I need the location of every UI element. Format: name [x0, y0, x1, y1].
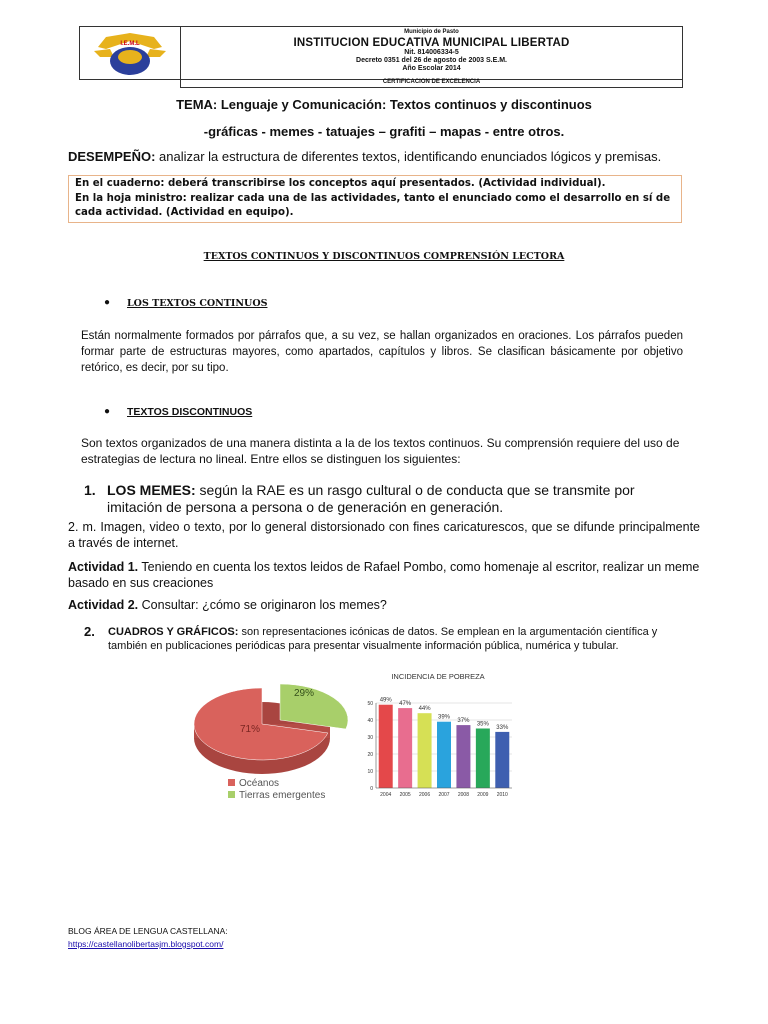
- x-tick-label: 2006: [419, 792, 431, 798]
- x-tick-label: 2009: [477, 792, 489, 798]
- cuadros-number: 2.: [84, 624, 95, 639]
- y-tick-label: 0: [370, 786, 373, 792]
- discontinuos-heading: TEXTOS DISCONTINUOS: [127, 406, 253, 418]
- actividad-2: [68, 598, 387, 612]
- bar: [379, 705, 393, 788]
- blog-label: BLOG ÁREA DE LENGUA CASTELLANA:: [68, 926, 228, 936]
- logo-cell: [80, 27, 181, 79]
- instructions-box: [68, 175, 682, 223]
- subtema-title: -gráficas - memes - tatuajes – grafiti – mapas - entre otros.: [203, 124, 565, 139]
- bar: [437, 722, 451, 788]
- desempeno-text: analizar la estructura de diferentes textos, identificando enunciados lógicos y premisas.: [155, 149, 662, 164]
- memes-definition-2: 2. m. Imagen, video o texto, por lo general distorsionado con fines caricaturescos, que se difunde principalmente a través de internet.: [68, 520, 700, 550]
- instruction-line-1: En el cuaderno: deberá transcribirse los conceptos aquí presentados. (Actividad individual).: [75, 178, 606, 189]
- bar-value-label: 39%: [437, 714, 451, 721]
- x-tick-label: 2010: [496, 792, 508, 798]
- municipio-text: Municipio de Pasto: [404, 29, 459, 35]
- pie-value-label: 71%: [240, 724, 261, 735]
- x-tick-label: 2008: [457, 792, 469, 798]
- section-title: TEXTOS CONTINUOS Y DISCONTINUOS COMPRENSIÓN LECTORA: [203, 251, 565, 262]
- bar: [495, 732, 509, 788]
- bar-chart-title: INCIDENCIA DE POBREZA: [391, 672, 485, 681]
- bar-value-label: 33%: [496, 724, 509, 731]
- bar-value-label: 37%: [457, 718, 470, 725]
- x-tick-label: 2004: [380, 792, 392, 798]
- school-logo-icon: [80, 27, 180, 79]
- desempeno: [68, 149, 661, 164]
- legend-swatch: [228, 791, 235, 798]
- bar: [418, 713, 432, 788]
- bar-value-label: 49%: [379, 697, 392, 704]
- certification-text: CERTIFICACION DE EXCELENCIA: [180, 78, 683, 88]
- legend-swatch: [228, 779, 235, 786]
- cuadros-item: [84, 625, 694, 653]
- bar: [476, 729, 490, 789]
- header-table: [79, 26, 683, 80]
- institution-name: INSTITUCION EDUCATIVA MUNICIPAL LIBERTAD: [293, 37, 570, 49]
- cuadros-label: CUADROS Y GRÁFICOS:: [108, 626, 239, 638]
- bar-value-label: 44%: [418, 706, 431, 713]
- y-tick-label: 30: [367, 735, 373, 741]
- actividad-1-text: Teniendo en cuenta los textos leidos de Rafael Pombo, como homenaje al escritor, realizar un meme basado en sus creaciones: [68, 560, 700, 590]
- memes-label: LOS MEMES:: [107, 482, 196, 498]
- y-tick-label: 50: [367, 701, 373, 707]
- memes-number: 1.: [84, 482, 96, 498]
- actividad-1: [68, 559, 700, 591]
- x-tick-label: 2007: [438, 792, 450, 798]
- bar: [456, 725, 470, 788]
- bullet-icon: ●: [104, 406, 111, 417]
- y-tick-label: 40: [367, 718, 373, 724]
- instruction-line-2: En la hoja ministro: realizar cada una de las actividades, tanto el enunciado como el desarrollo en sí de cada actividad. (Actividad en equipo).: [75, 192, 671, 218]
- bar-value-label: 35%: [476, 721, 489, 728]
- legend-label: Tierras emergentes: [239, 790, 326, 801]
- continuos-paragraph: Están normalmente formados por párrafos que, a su vez, se hallan organizados en oraciones. Los párrafos pueden formar parte de estructuras mayores, como apartados, capítulos y libros. Se clasifican básicamente por objetivo retórico, es decir, por su tipo.: [81, 330, 683, 374]
- blog-link[interactable]: https://castellanolibertasjm.blogspot.com/: [68, 939, 224, 949]
- tema-title: TEMA: Lenguaje y Comunicación: Textos continuos y discontinuos: [176, 97, 592, 112]
- memes-item: [84, 482, 684, 516]
- nit-text: Nit. 814006334-5: [404, 49, 459, 56]
- bar: [398, 708, 412, 788]
- cuadros-text: son representaciones icónicas de datos. Se emplean en la argumentación científica y también en publicaciones periódicas para presentar visualmente información pública, numérica y tubular.: [108, 626, 658, 652]
- bar-value-label: 47%: [399, 701, 412, 708]
- actividad-1-label: Actividad 1.: [68, 560, 139, 574]
- actividad-2-label: Actividad 2.: [68, 598, 139, 612]
- actividad-2-text: Consultar: ¿cómo se originaron los memes?: [138, 598, 387, 612]
- continuos-heading: LOS TEXTOS CONTINUOS: [127, 298, 268, 309]
- decreto-text: Decreto 0351 del 26 de agosto de 2003 S.E.M.: [356, 57, 507, 64]
- memes-text: según la RAE es un rasgo cultural o de conducta que se transmite por imitación de persona a persona o de generación en generación.: [107, 482, 635, 515]
- y-tick-label: 20: [367, 752, 373, 758]
- pie-value-label: 29%: [294, 688, 315, 699]
- x-tick-label: 2005: [399, 792, 411, 798]
- bar-chart: [367, 672, 530, 809]
- y-tick-label: 10: [367, 769, 373, 775]
- legend-label: Océanos: [239, 778, 280, 789]
- school-year-text: Año Escolar 2014: [402, 65, 461, 72]
- logo-text: I.E.M.L: [120, 41, 140, 47]
- desempeno-label: DESEMPEÑO:: [68, 149, 156, 164]
- header-info: [181, 27, 682, 79]
- charts-figure: [190, 672, 530, 809]
- discontinuos-paragraph: Son textos organizados de una manera distinta a la de los textos continuos. Su comprensión requiere del uso de estrategias de lectura no lineal. Entre ellos se distinguen los siguientes:: [81, 436, 680, 466]
- bullet-icon: ●: [104, 297, 111, 308]
